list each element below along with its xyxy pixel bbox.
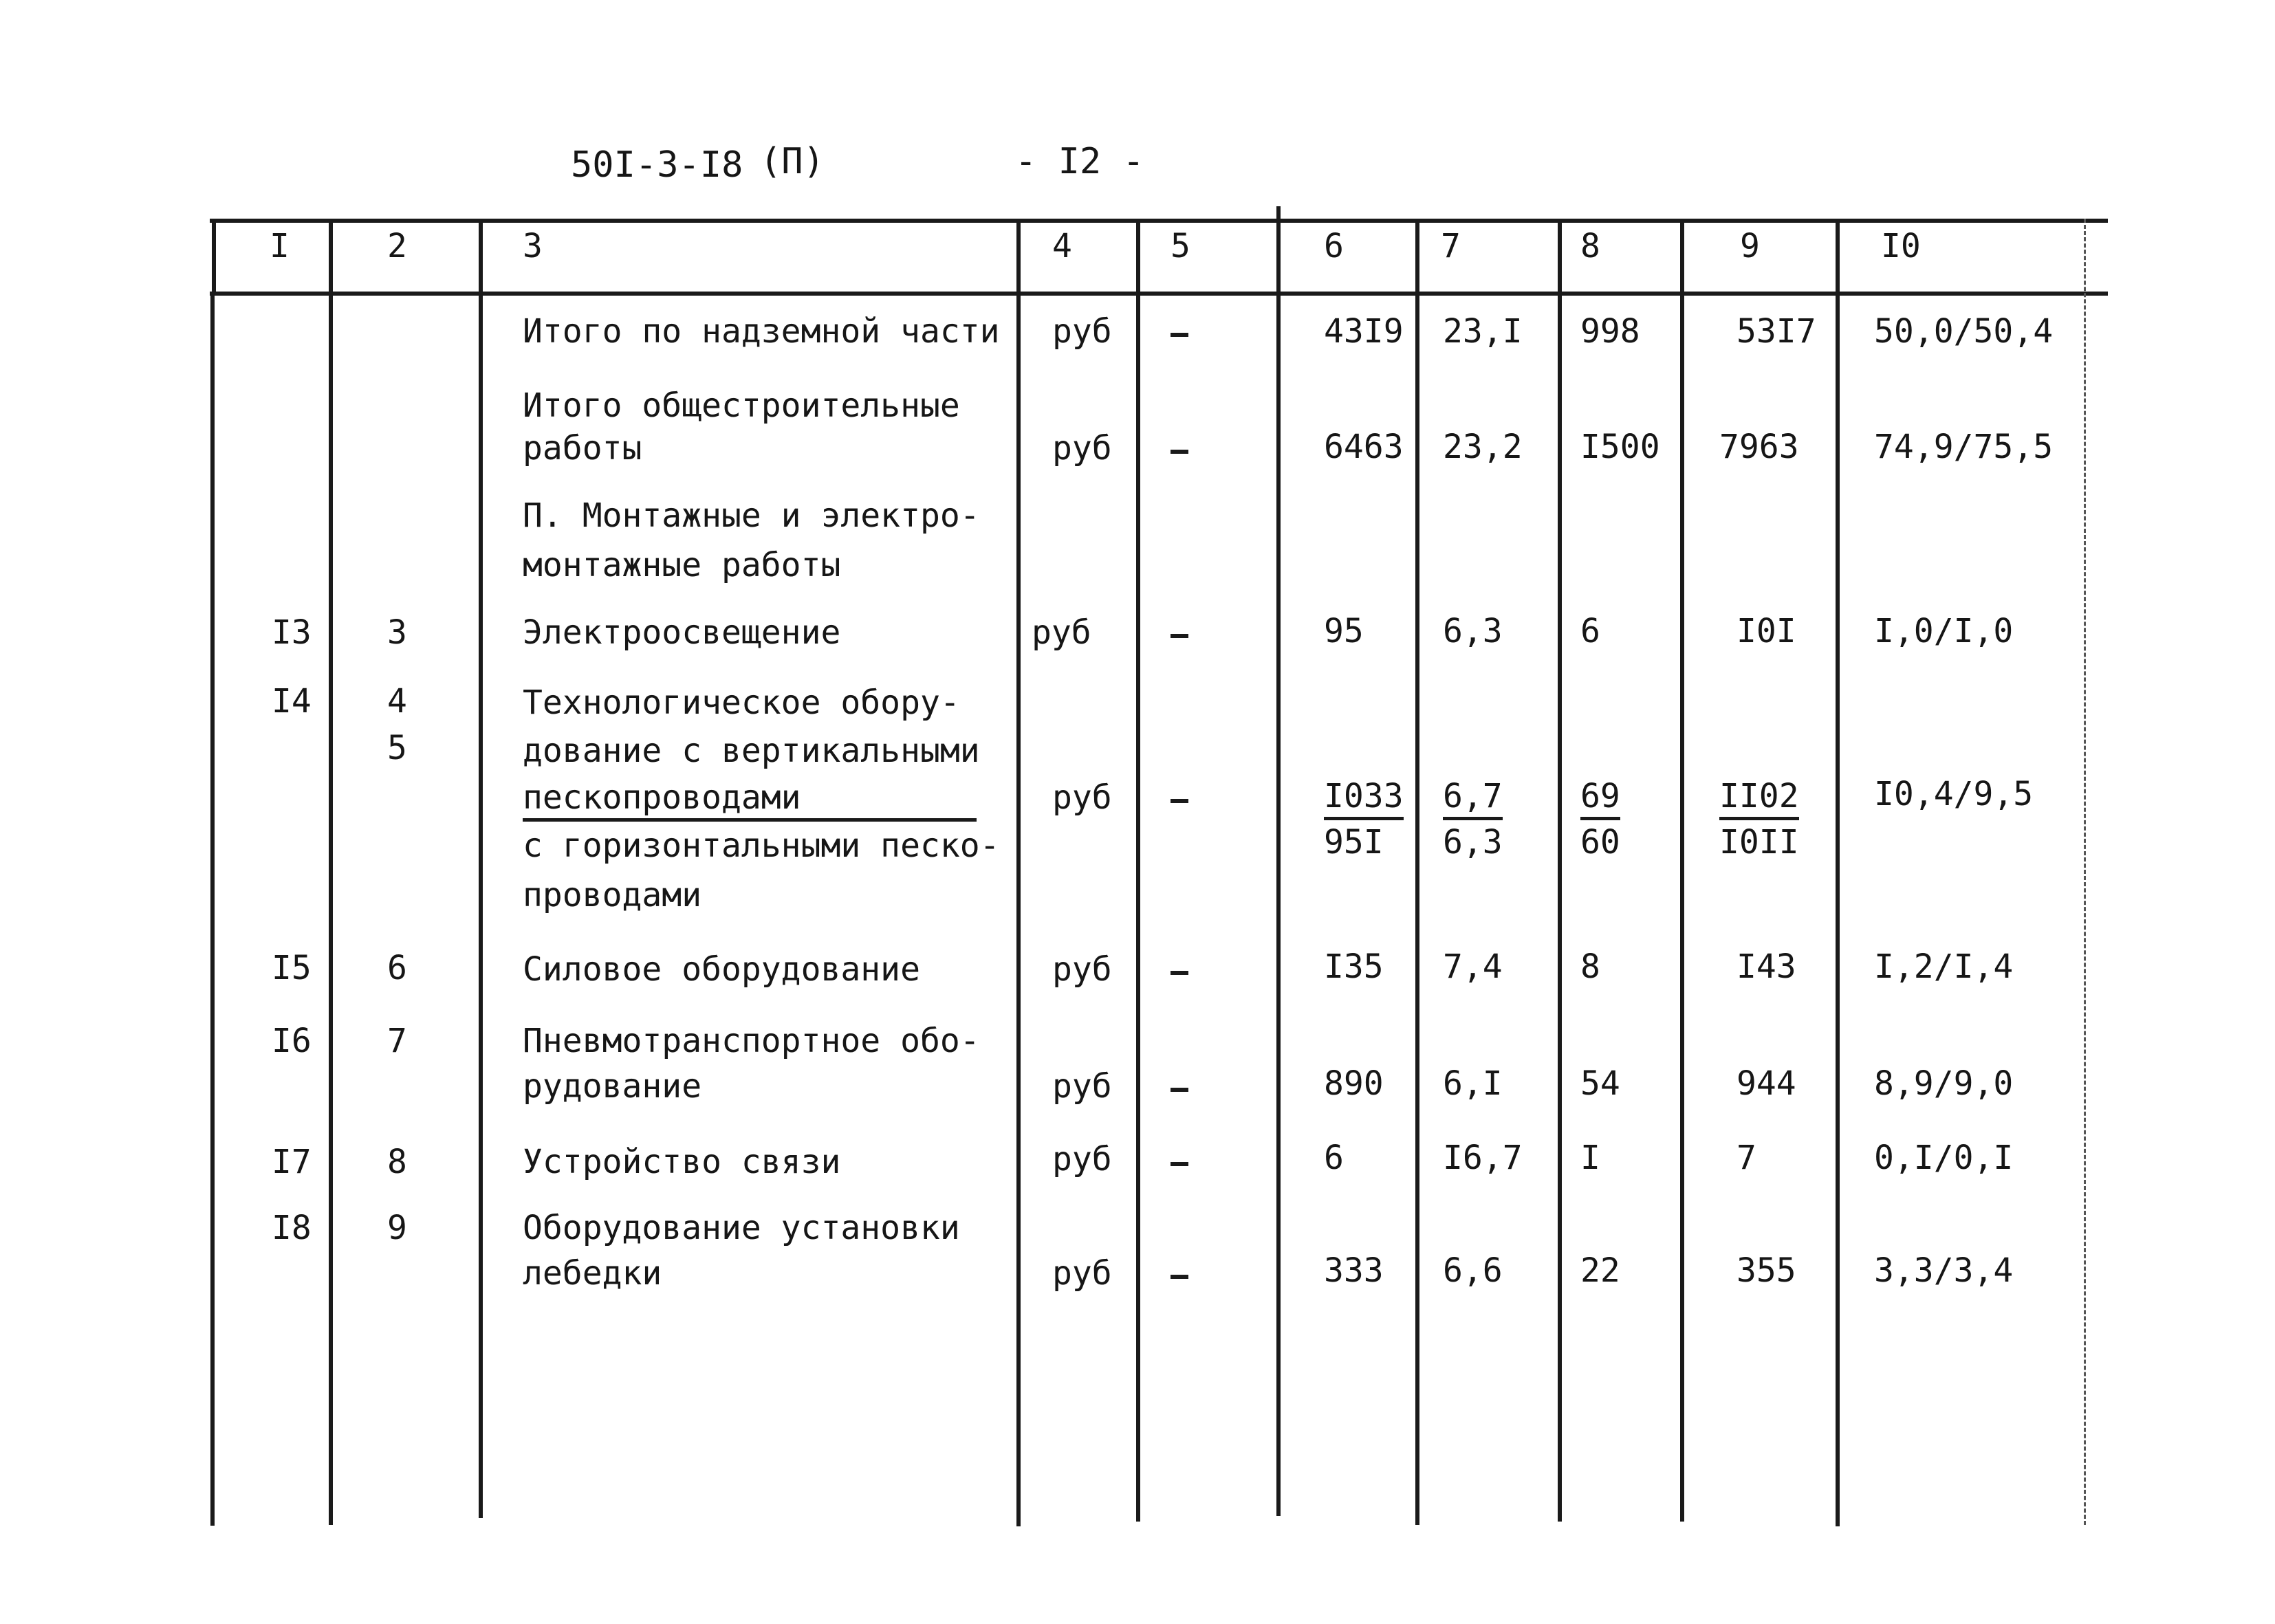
item-number: 4 xyxy=(387,682,407,721)
value-cell: 7 xyxy=(1737,1139,1756,1177)
column-divider xyxy=(212,219,216,294)
column-divider xyxy=(1415,219,1419,1525)
dash-mark xyxy=(1171,1088,1188,1092)
column-header: 2 xyxy=(387,227,407,265)
item-number: 6 xyxy=(387,949,407,987)
column-header: I xyxy=(270,227,290,265)
column-header: 9 xyxy=(1740,227,1760,265)
value-cell: 60 xyxy=(1580,823,1620,862)
cost-cell: 333 xyxy=(1324,1251,1384,1290)
percent-cell: 8,9/9,0 xyxy=(1874,1064,2014,1103)
fraction-numerator: 69 xyxy=(1580,777,1620,820)
item-number: 7 xyxy=(387,1022,407,1060)
unit-cell: руб xyxy=(1052,1254,1112,1293)
unit-cell: руб xyxy=(1052,778,1112,817)
document-code: 50I-3-I8 xyxy=(571,144,743,186)
item-name: работы xyxy=(523,429,642,468)
value-cell: I0I xyxy=(1737,612,1796,650)
value-cell: 23,I xyxy=(1443,312,1523,351)
percent-cell: 50,0/50,4 xyxy=(1874,312,2054,351)
value-cell: 6,6 xyxy=(1443,1251,1503,1290)
cost-cell xyxy=(1324,776,1404,817)
row-number: I8 xyxy=(272,1209,312,1247)
value-cell: 8 xyxy=(1580,947,1600,986)
column-divider xyxy=(1558,219,1562,1522)
percent-cell: 74,9/75,5 xyxy=(1874,428,2054,466)
dash-mark xyxy=(1171,333,1188,337)
percent-cell: I,0/I,0 xyxy=(1874,612,2014,650)
column-divider xyxy=(1016,219,1021,1526)
cost-cell: 95I xyxy=(1324,823,1384,862)
column-divider xyxy=(2084,219,2086,1525)
table-header-rule xyxy=(210,292,2108,296)
column-header: 8 xyxy=(1580,227,1600,265)
cost-cell: 6463 xyxy=(1324,428,1404,466)
value-cell: 6,3 xyxy=(1443,823,1503,862)
percent-cell: I0,4/9,5 xyxy=(1874,775,2034,813)
unit-cell: руб xyxy=(1052,950,1112,989)
value-cell: 23,2 xyxy=(1443,428,1523,466)
column-header: 4 xyxy=(1052,227,1072,265)
row-number: I7 xyxy=(272,1143,312,1181)
value-cell: I43 xyxy=(1737,947,1796,986)
row-number: I5 xyxy=(272,949,312,987)
value-cell: 6,3 xyxy=(1443,612,1503,650)
item-name: дование с вертикальными xyxy=(523,732,980,770)
item-name: Силовое оборудование xyxy=(523,950,920,989)
item-name: Технологическое обору- xyxy=(523,683,960,722)
dash-mark xyxy=(1171,1162,1188,1166)
value-cell: 6,I xyxy=(1443,1064,1503,1103)
value-cell xyxy=(1443,776,1503,817)
unit-cell: руб xyxy=(1052,312,1112,351)
row-number: I4 xyxy=(272,682,312,721)
cost-cell: 43I9 xyxy=(1324,312,1404,351)
column-divider xyxy=(210,292,215,1526)
value-cell: 7,4 xyxy=(1443,947,1503,986)
cost-cell: 95 xyxy=(1324,612,1364,650)
value-cell: 6 xyxy=(1580,612,1600,650)
dash-mark xyxy=(1171,799,1188,803)
item-number: 3 xyxy=(387,613,407,652)
value-cell: 355 xyxy=(1737,1251,1796,1290)
value-cell: I xyxy=(1580,1139,1600,1177)
value-cell: 54 xyxy=(1580,1064,1620,1103)
column-header: I0 xyxy=(1881,227,1921,265)
value-cell: 7963 xyxy=(1719,428,1799,466)
fraction-numerator: 6,7 xyxy=(1443,777,1503,820)
section-title: П. Монтажные и электро- xyxy=(523,496,980,535)
item-name: Пневмотранспортное обо- xyxy=(523,1022,980,1060)
value-cell xyxy=(1580,776,1620,817)
row-number: I6 xyxy=(272,1022,312,1060)
value-cell: 53I7 xyxy=(1737,312,1816,351)
column-divider xyxy=(1136,219,1140,1522)
cost-cell: I35 xyxy=(1324,947,1384,986)
fraction-numerator: II02 xyxy=(1719,777,1799,820)
dash-mark xyxy=(1171,1275,1188,1279)
column-header: 5 xyxy=(1171,227,1190,265)
dash-mark xyxy=(1171,450,1188,454)
unit-cell: руб xyxy=(1052,1067,1112,1106)
cost-cell: 6 xyxy=(1324,1139,1344,1177)
item-number: 9 xyxy=(387,1209,407,1247)
value-cell: 998 xyxy=(1580,312,1640,351)
unit-cell: руб xyxy=(1052,1140,1112,1178)
unit-cell: руб xyxy=(1052,429,1112,468)
column-header: 7 xyxy=(1441,227,1461,265)
value-cell: 22 xyxy=(1580,1251,1620,1290)
item-name: лебедки xyxy=(523,1254,662,1293)
item-name: Итого общестроительные xyxy=(523,386,960,425)
item-number: 5 xyxy=(387,729,407,767)
item-name: Оборудование установки xyxy=(523,1209,960,1247)
item-name: Устройство связи xyxy=(523,1143,841,1181)
value-cell: I500 xyxy=(1580,428,1660,466)
column-header: 6 xyxy=(1324,227,1344,265)
value-cell: I6,7 xyxy=(1443,1139,1523,1177)
column-divider xyxy=(479,219,483,1518)
value-cell xyxy=(1719,776,1799,817)
section-title: монтажные работы xyxy=(523,546,841,584)
column-divider xyxy=(1276,206,1281,1516)
column-divider xyxy=(1680,219,1684,1522)
item-name: рудование xyxy=(523,1067,702,1106)
percent-cell: I,2/I,4 xyxy=(1874,947,2014,986)
item-number: 8 xyxy=(387,1143,407,1181)
item-name: Итого по надземной части xyxy=(523,312,1000,351)
percent-cell: 3,3/3,4 xyxy=(1874,1251,2014,1290)
column-header: 3 xyxy=(523,227,543,265)
unit-cell: руб xyxy=(1032,613,1091,652)
item-name: проводами xyxy=(523,876,702,914)
item-name: Электроосвещение xyxy=(523,613,841,652)
column-divider xyxy=(1836,219,1840,1526)
document-mark: (П) xyxy=(760,141,825,182)
value-cell: I0II xyxy=(1719,823,1799,862)
table-top-rule xyxy=(210,219,2108,223)
fraction-numerator: I033 xyxy=(1324,777,1404,820)
dash-mark xyxy=(1171,634,1188,638)
row-number: I3 xyxy=(272,613,312,652)
page-number: - I2 - xyxy=(1015,141,1144,182)
cost-cell: 890 xyxy=(1324,1064,1384,1103)
variant-divider xyxy=(523,818,977,822)
column-divider xyxy=(329,219,333,1525)
value-cell: 944 xyxy=(1737,1064,1796,1103)
item-name: с горизонтальными песко- xyxy=(523,826,1000,865)
percent-cell: 0,I/0,I xyxy=(1874,1139,2014,1177)
dash-mark xyxy=(1171,971,1188,975)
item-name: пескопроводами xyxy=(523,778,801,817)
